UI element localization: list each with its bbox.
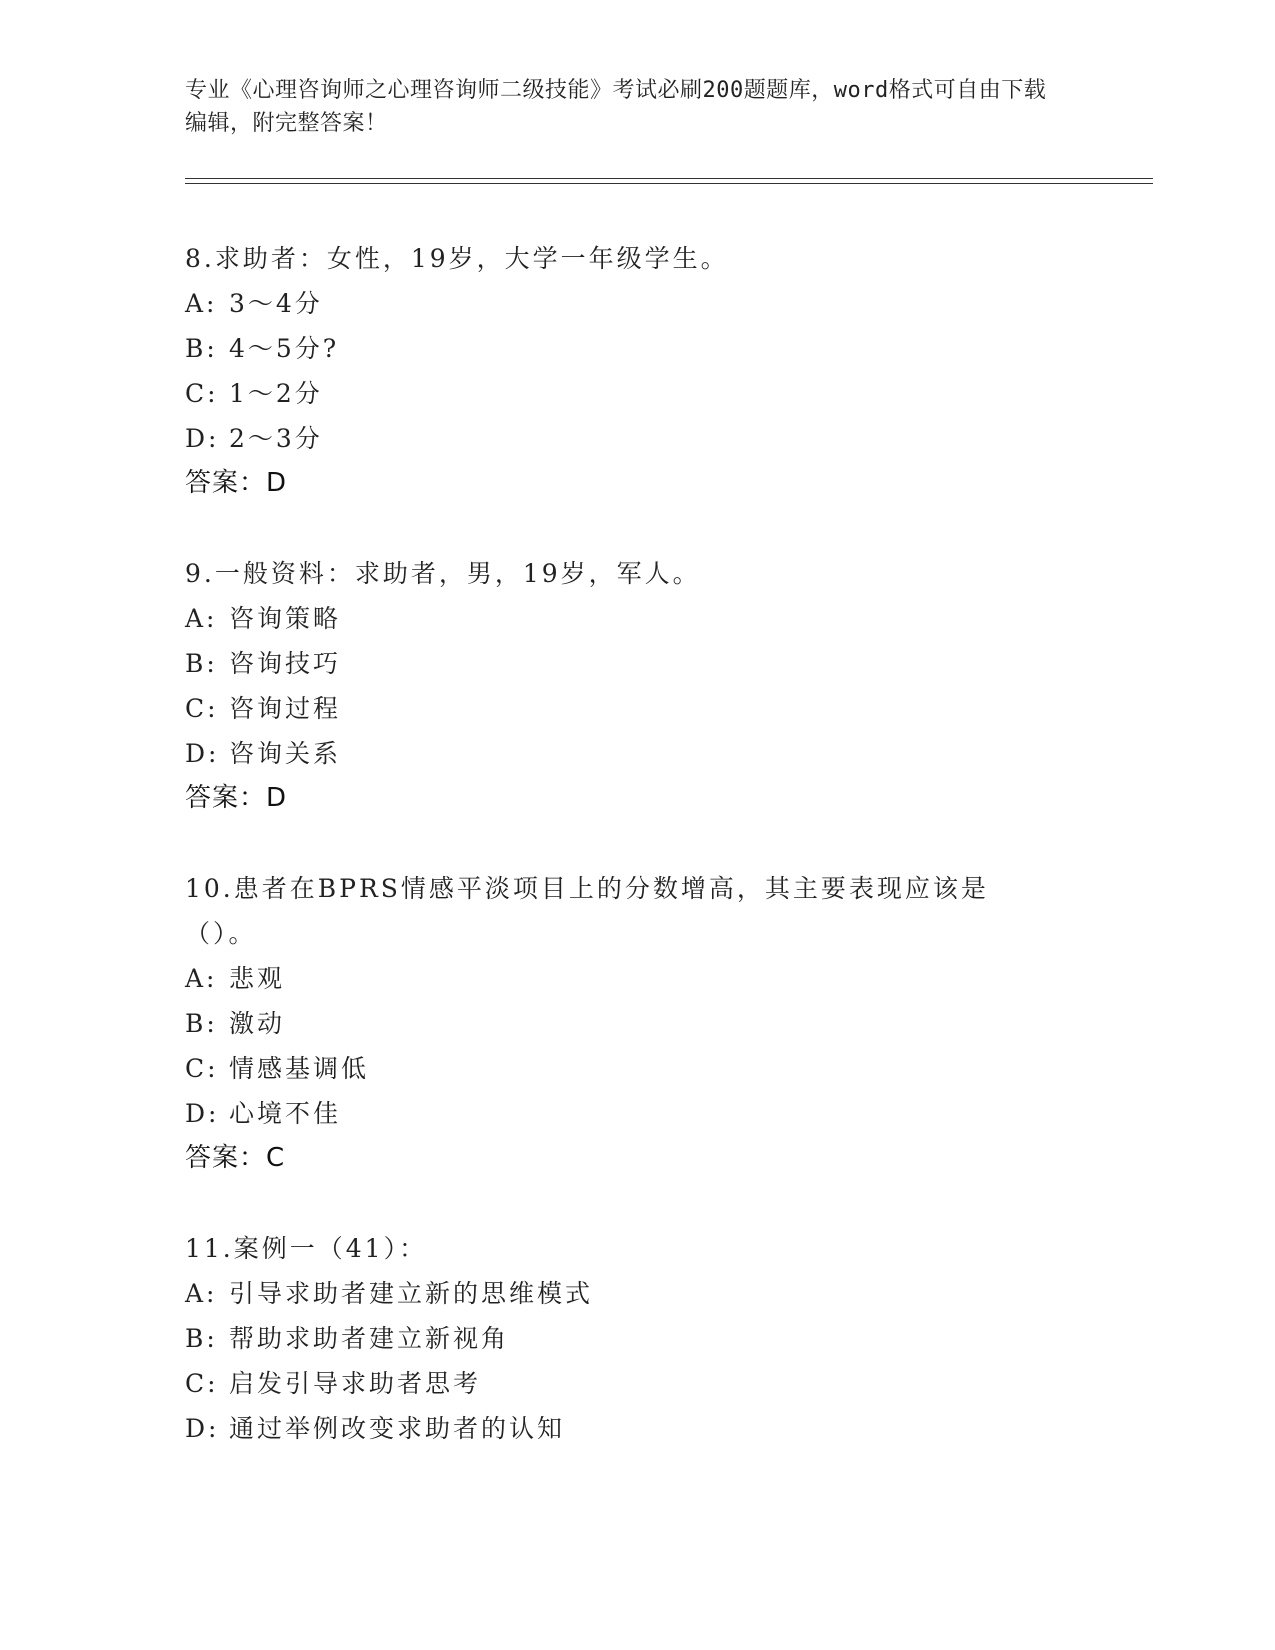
option-letter: C:: [185, 379, 219, 408]
answer-line: 答案：D: [185, 783, 288, 813]
question-stem: 10.患者在BPRS情感平淡项目上的分数增高，其主要表现应该是（）。: [185, 874, 989, 948]
question-stem: 8.求助者：女性，19岁，大学一年级学生。: [185, 244, 729, 273]
option-b: [185, 641, 1085, 686]
option-c: [185, 1046, 1085, 1091]
option-text: 通过举例改变求助者的认知: [229, 1414, 566, 1443]
option-letter: C:: [185, 694, 219, 723]
option-text: 咨询策略: [229, 604, 342, 633]
option-letter: B:: [185, 1009, 218, 1038]
option-d: [185, 416, 1085, 461]
answer-line: 答案：D: [185, 468, 288, 498]
option-letter: B:: [185, 1324, 218, 1353]
answer-line: 答案：C: [185, 1143, 286, 1173]
option-text: 悲观: [229, 964, 286, 993]
option-d: [185, 1406, 1085, 1451]
option-text: 咨询关系: [229, 739, 342, 768]
option-letter: D:: [185, 1099, 220, 1128]
option-text: 咨询过程: [229, 694, 342, 723]
question-11: [185, 1226, 1085, 1451]
option-text: 启发引导求助者思考: [229, 1369, 482, 1398]
option-letter: B:: [185, 649, 218, 678]
option-text: 帮助求助者建立新视角: [229, 1324, 510, 1353]
option-b: [185, 326, 1085, 371]
option-c: [185, 371, 1085, 416]
question-9: [185, 551, 1085, 821]
option-a: [185, 281, 1085, 326]
question-8: [185, 236, 1085, 506]
option-text: 情感基调低: [229, 1054, 370, 1083]
header-divider-bottom: [185, 183, 1153, 184]
document-header: 专业《心理咨询师之心理咨询师二级技能》考试必刷200题题库，word格式可自由下载编辑，附完整答案！: [185, 78, 1047, 136]
option-text: 2～3分: [229, 424, 323, 453]
option-b: [185, 1316, 1085, 1361]
option-letter: A:: [185, 964, 218, 993]
option-letter: D:: [185, 739, 220, 768]
question-list: [185, 236, 1085, 1496]
option-letter: A:: [185, 604, 218, 633]
option-a: [185, 956, 1085, 1001]
option-letter: B:: [185, 334, 218, 363]
option-letter: A:: [185, 1279, 218, 1308]
option-a: [185, 1271, 1085, 1316]
option-text: 心境不佳: [229, 1099, 342, 1128]
option-text: 4～5分?: [229, 334, 340, 363]
option-text: 3～4分: [229, 289, 323, 318]
question-10: [185, 866, 1085, 1181]
option-text: 1～2分: [229, 379, 323, 408]
option-text: 激动: [229, 1009, 286, 1038]
question-stem: 11.案例一（41）：: [185, 1234, 428, 1263]
option-b: [185, 1001, 1085, 1046]
option-letter: D:: [185, 424, 220, 453]
option-text: 咨询技巧: [229, 649, 342, 678]
option-letter: D:: [185, 1414, 220, 1443]
option-d: [185, 731, 1085, 776]
header-divider-top: [185, 178, 1153, 179]
option-letter: C:: [185, 1369, 219, 1398]
option-c: [185, 686, 1085, 731]
option-a: [185, 596, 1085, 641]
option-d: [185, 1091, 1085, 1136]
option-text: 引导求助者建立新的思维模式: [229, 1279, 594, 1308]
option-letter: A:: [185, 289, 218, 318]
option-c: [185, 1361, 1085, 1406]
question-stem: 9.一般资料：求助者，男，19岁，军人。: [185, 559, 701, 588]
option-letter: C:: [185, 1054, 219, 1083]
